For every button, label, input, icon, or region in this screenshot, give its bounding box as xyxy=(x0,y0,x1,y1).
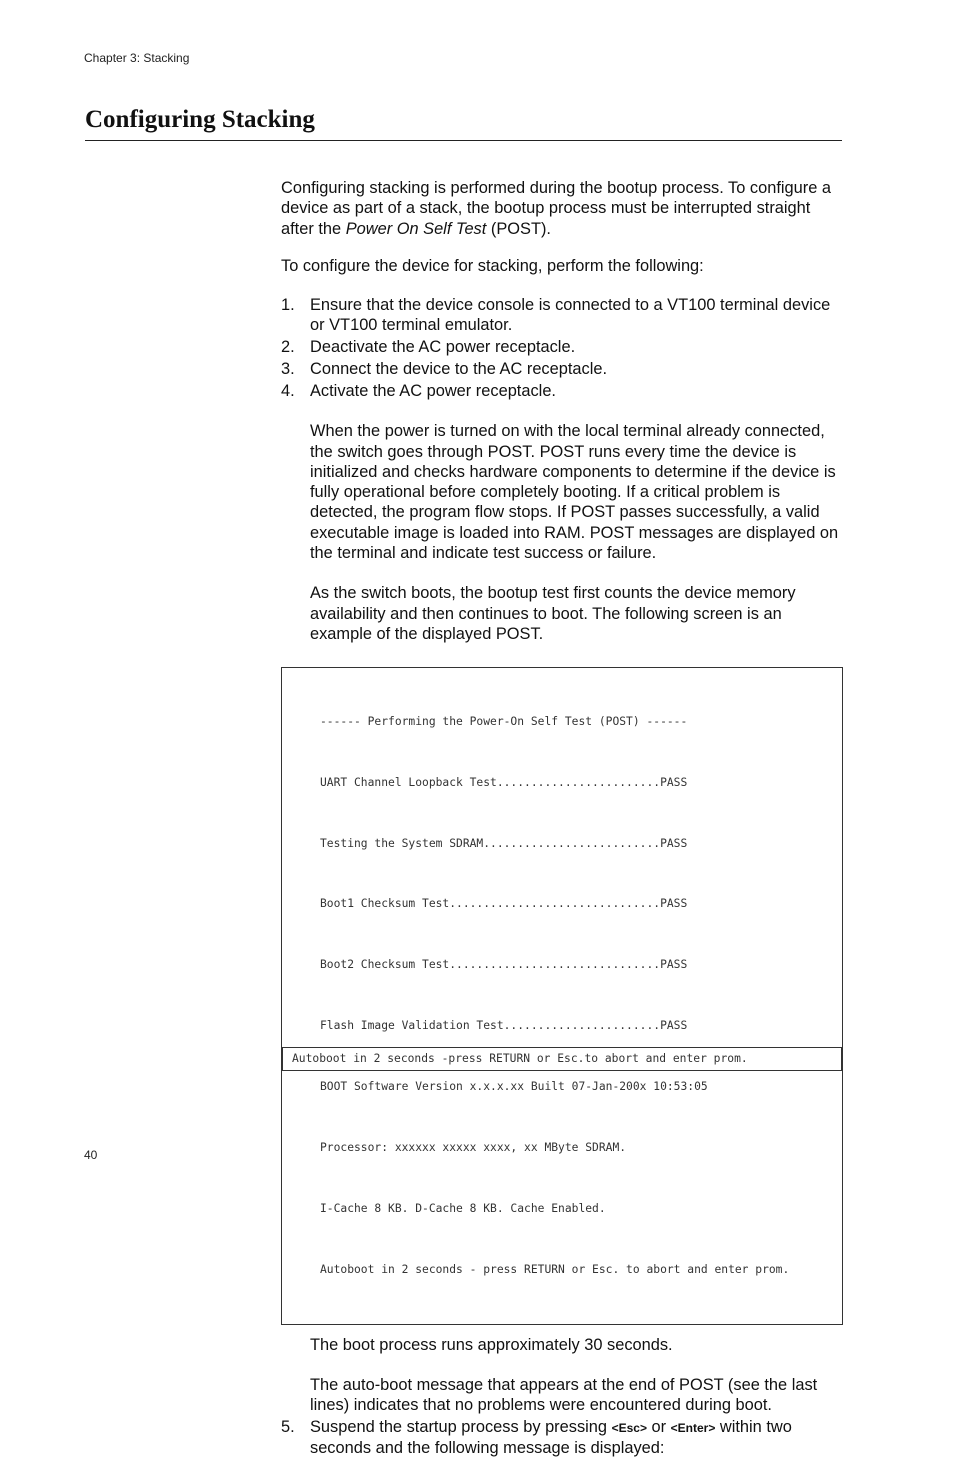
step-text: Suspend the startup process by pressing <Esc> or <Enter> within two seconds and the following message is displayed: xyxy=(310,1418,792,1458)
post-explanation: When the power is turned on with the local terminal already connected, the switch goes through POST. POST runs every time the device is initialized and checks hardware components to determine if the device is fully operational before completely booting. If a critical problem is detected, the program flow stops. If POST passes successfully, a valid executable image is loaded into RAM. POST messages are displayed on the terminal and indicate test success or failure. xyxy=(310,422,839,563)
section-title: Configuring Stacking xyxy=(85,106,315,133)
title-underline xyxy=(85,140,842,141)
step-5 xyxy=(281,1417,843,1459)
step-4 xyxy=(281,381,843,401)
enter-key-label: <Enter> xyxy=(670,1421,716,1436)
boot-sequence-note: As the switch boots, the bootup test first counts the device memory availability and then continues to boot. The following screen is an example of the displayed POST. xyxy=(310,584,796,643)
intro-paragraph: Configuring stacking is performed during the bootup process. To configure a device as part of a stack, the bootup process must be interrupted straight after the Power On Self Test (POST). xyxy=(281,179,832,238)
step-number: 5. xyxy=(281,1418,295,1437)
instruction-lead: To configure the device for stacking, perform the following: xyxy=(281,257,704,276)
step-number: 3. xyxy=(281,359,295,378)
post-line: Boot2 Checksum Test...............................PASS xyxy=(320,958,688,972)
step-3 xyxy=(281,359,843,379)
step-text: Activate the AC power receptacle. xyxy=(310,381,556,400)
step-text: Connect the device to the AC receptacle. xyxy=(310,359,608,378)
body-content xyxy=(281,178,843,1460)
procedure-steps xyxy=(281,295,843,402)
step-number: 1. xyxy=(281,295,295,314)
post-screen-output xyxy=(281,667,843,1325)
post-line: Testing the System SDRAM..........................PASS xyxy=(320,836,688,850)
post-line: UART Channel Loopback Test........................PASS xyxy=(320,775,688,789)
post-line: ------ Performing the Power-On Self Test (POST) ------ xyxy=(320,714,688,728)
post-line: BOOT Software Version x.x.x.xx Built 07-Jan-200x 10:53:05 xyxy=(320,1080,708,1094)
post-line: Boot1 Checksum Test...............................PASS xyxy=(320,897,688,911)
post-line: Flash Image Validation Test.......................PASS xyxy=(320,1019,688,1033)
step-number: 2. xyxy=(281,337,295,356)
autoboot-message-note: The auto-boot message that appears at the end of POST (see the last lines) indicates that no problems were encountered during boot. xyxy=(310,1375,818,1414)
post-line: I-Cache 8 KB. D-Cache 8 KB. Cache Enabled. xyxy=(320,1201,606,1215)
esc-key-label: <Esc> xyxy=(611,1421,647,1436)
step-2 xyxy=(281,337,843,357)
post-line: Autoboot in 2 seconds - press RETURN or Esc. to abort and enter prom. xyxy=(320,1262,790,1276)
boot-duration-note: The boot process runs approximately 30 seconds. xyxy=(310,1335,673,1354)
post-term: Power On Self Test xyxy=(345,219,487,238)
post-line: Processor: xxxxxx xxxxx xxxx, xx MByte SDRAM. xyxy=(320,1141,627,1155)
step-text: Ensure that the device console is connected to a VT100 terminal device or VT100 terminal emulator. xyxy=(310,295,831,334)
running-header: Chapter 3: Stacking xyxy=(84,51,190,65)
step-number: 4. xyxy=(281,381,295,400)
step-1 xyxy=(281,295,843,336)
step-text: Deactivate the AC power receptacle. xyxy=(310,337,576,356)
page-number: 40 xyxy=(84,1148,98,1162)
autoboot-prompt-output: Autoboot in 2 seconds -press RETURN or Esc.to abort and enter prom. xyxy=(282,1047,842,1071)
